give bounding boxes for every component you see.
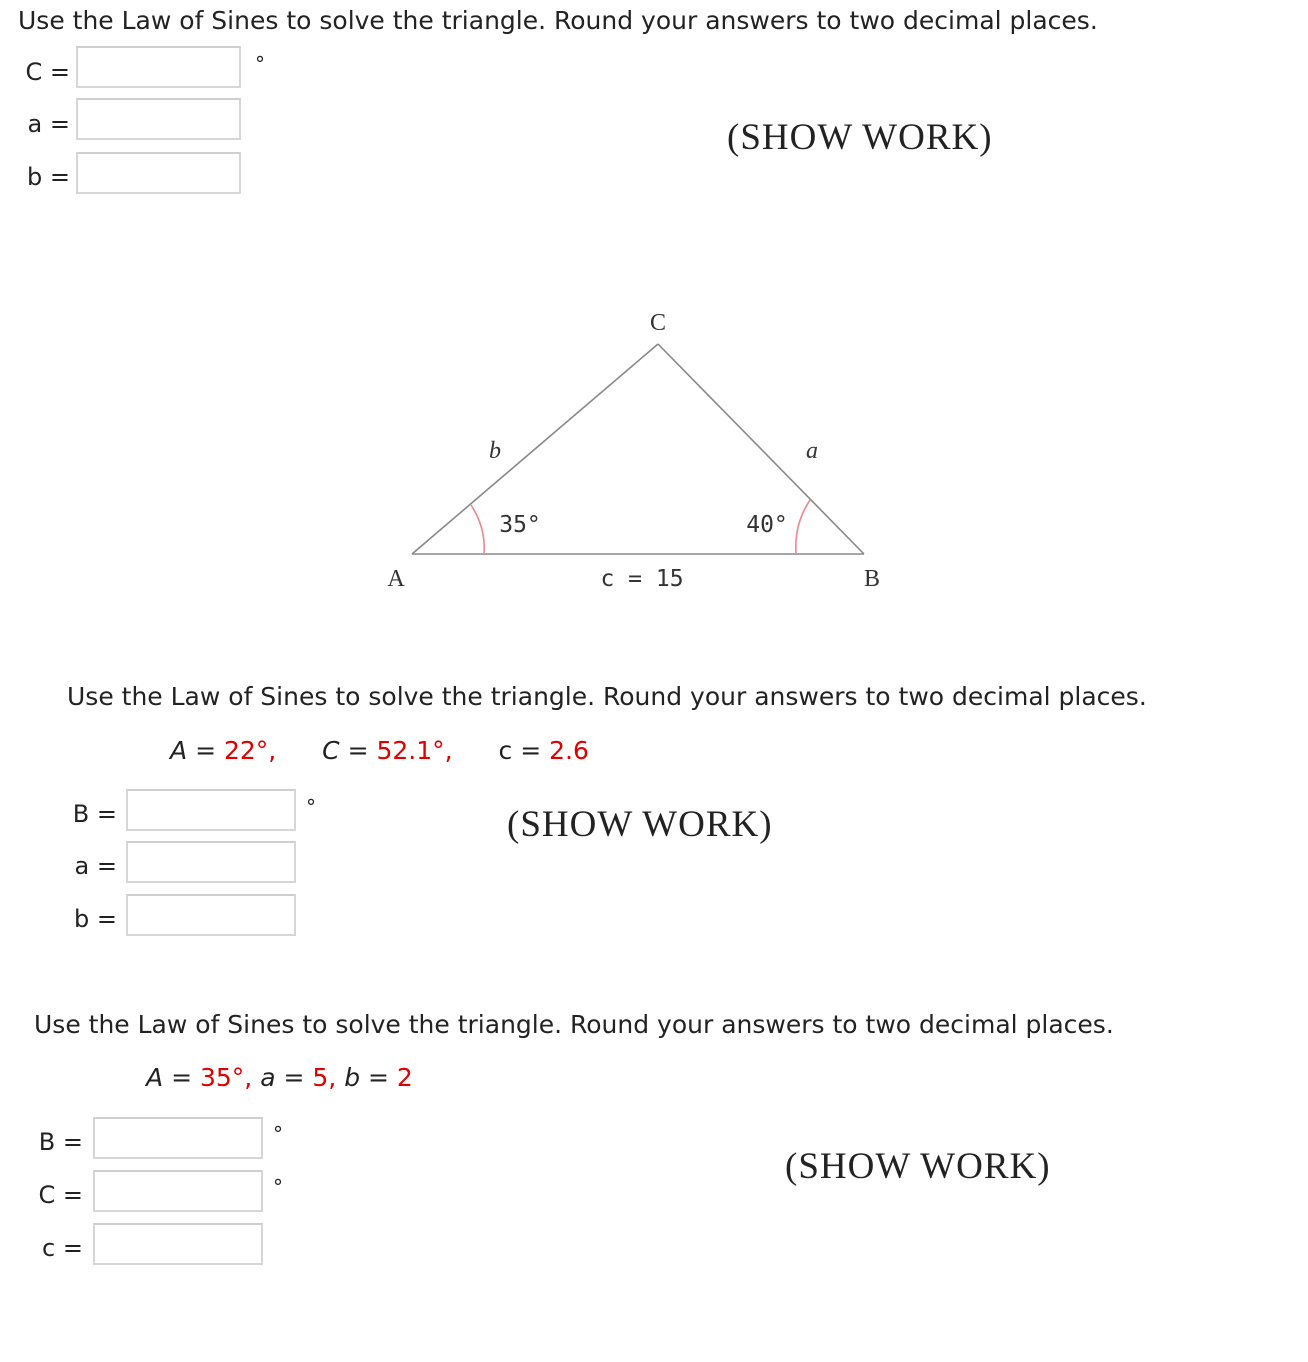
vertex-a-label: A [387, 566, 405, 592]
problem1-b-side-input[interactable] [76, 152, 241, 194]
problem1-label-b-side: b = [27, 163, 70, 191]
problem3-c-angle-input[interactable] [93, 1170, 263, 1212]
side-a-label: a [806, 438, 818, 464]
triangle-figure [370, 300, 910, 600]
problem3-label-b-angle: B = [38, 1128, 83, 1156]
angle-a-arc [471, 505, 484, 554]
vertex-b-label: B [863, 566, 881, 592]
vertex-c-label: C [649, 310, 667, 336]
problem3-given-a-angle: A = 35°, [146, 1063, 253, 1092]
angle-b-arc [796, 500, 810, 554]
problem2-given-a: A = 22°, [170, 736, 277, 765]
side-c-label: c = 15 [600, 566, 684, 592]
problem1-show-work: (SHOW WORK) [727, 117, 993, 158]
angle-b-label: 40° [746, 512, 788, 538]
problem3-given-a-side: a = 5, [260, 1063, 337, 1092]
problem3-given-b-side: b = 2 [344, 1063, 413, 1092]
problem1-degree-symbol: ° [255, 52, 265, 76]
problem2-b-angle-input[interactable] [126, 789, 296, 831]
problem2-label-b-side: b = [74, 905, 117, 933]
problem2-b-side-input[interactable] [126, 894, 296, 936]
problem2-show-work: (SHOW WORK) [507, 804, 773, 845]
problem3-prompt: Use the Law of Sines to solve the triangle. Round your answers to two decimal places. [34, 1010, 1114, 1039]
problem2-a-side-input[interactable] [126, 841, 296, 883]
problem2-given-c-side: c = 2.6 [498, 736, 589, 765]
problem2-prompt: Use the Law of Sines to solve the triangle. Round your answers to two decimal places. [67, 682, 1147, 711]
problem1-label-c-angle: C = [25, 58, 70, 86]
problem3-b-angle-input[interactable] [93, 1117, 263, 1159]
problem1-c-angle-input[interactable] [76, 46, 241, 88]
problem3-given [146, 1063, 413, 1092]
angle-a-label: 35° [499, 512, 541, 538]
problem3-c-side-input[interactable] [93, 1223, 263, 1265]
problem1-a-side-input[interactable] [76, 98, 241, 140]
side-b-label: b [489, 438, 501, 464]
problem2-label-b-angle: B = [72, 800, 117, 828]
problem2-label-a-side: a = [74, 852, 117, 880]
problem2-given [170, 736, 589, 765]
problem3-degree-symbol-c: ° [273, 1175, 283, 1199]
problem3-degree-symbol-b: ° [273, 1122, 283, 1146]
problem2-given-c-angle: C = 52.1°, [322, 736, 453, 765]
problem3-label-c-side: c = [42, 1234, 83, 1262]
problem1-label-a-side: a = [27, 110, 70, 138]
problem1-prompt: Use the Law of Sines to solve the triangle. Round your answers to two decimal places. [18, 6, 1098, 35]
problem3-show-work: (SHOW WORK) [785, 1146, 1051, 1187]
problem2-degree-symbol: ° [306, 795, 316, 819]
problem3-label-c-angle: C = [38, 1181, 83, 1209]
